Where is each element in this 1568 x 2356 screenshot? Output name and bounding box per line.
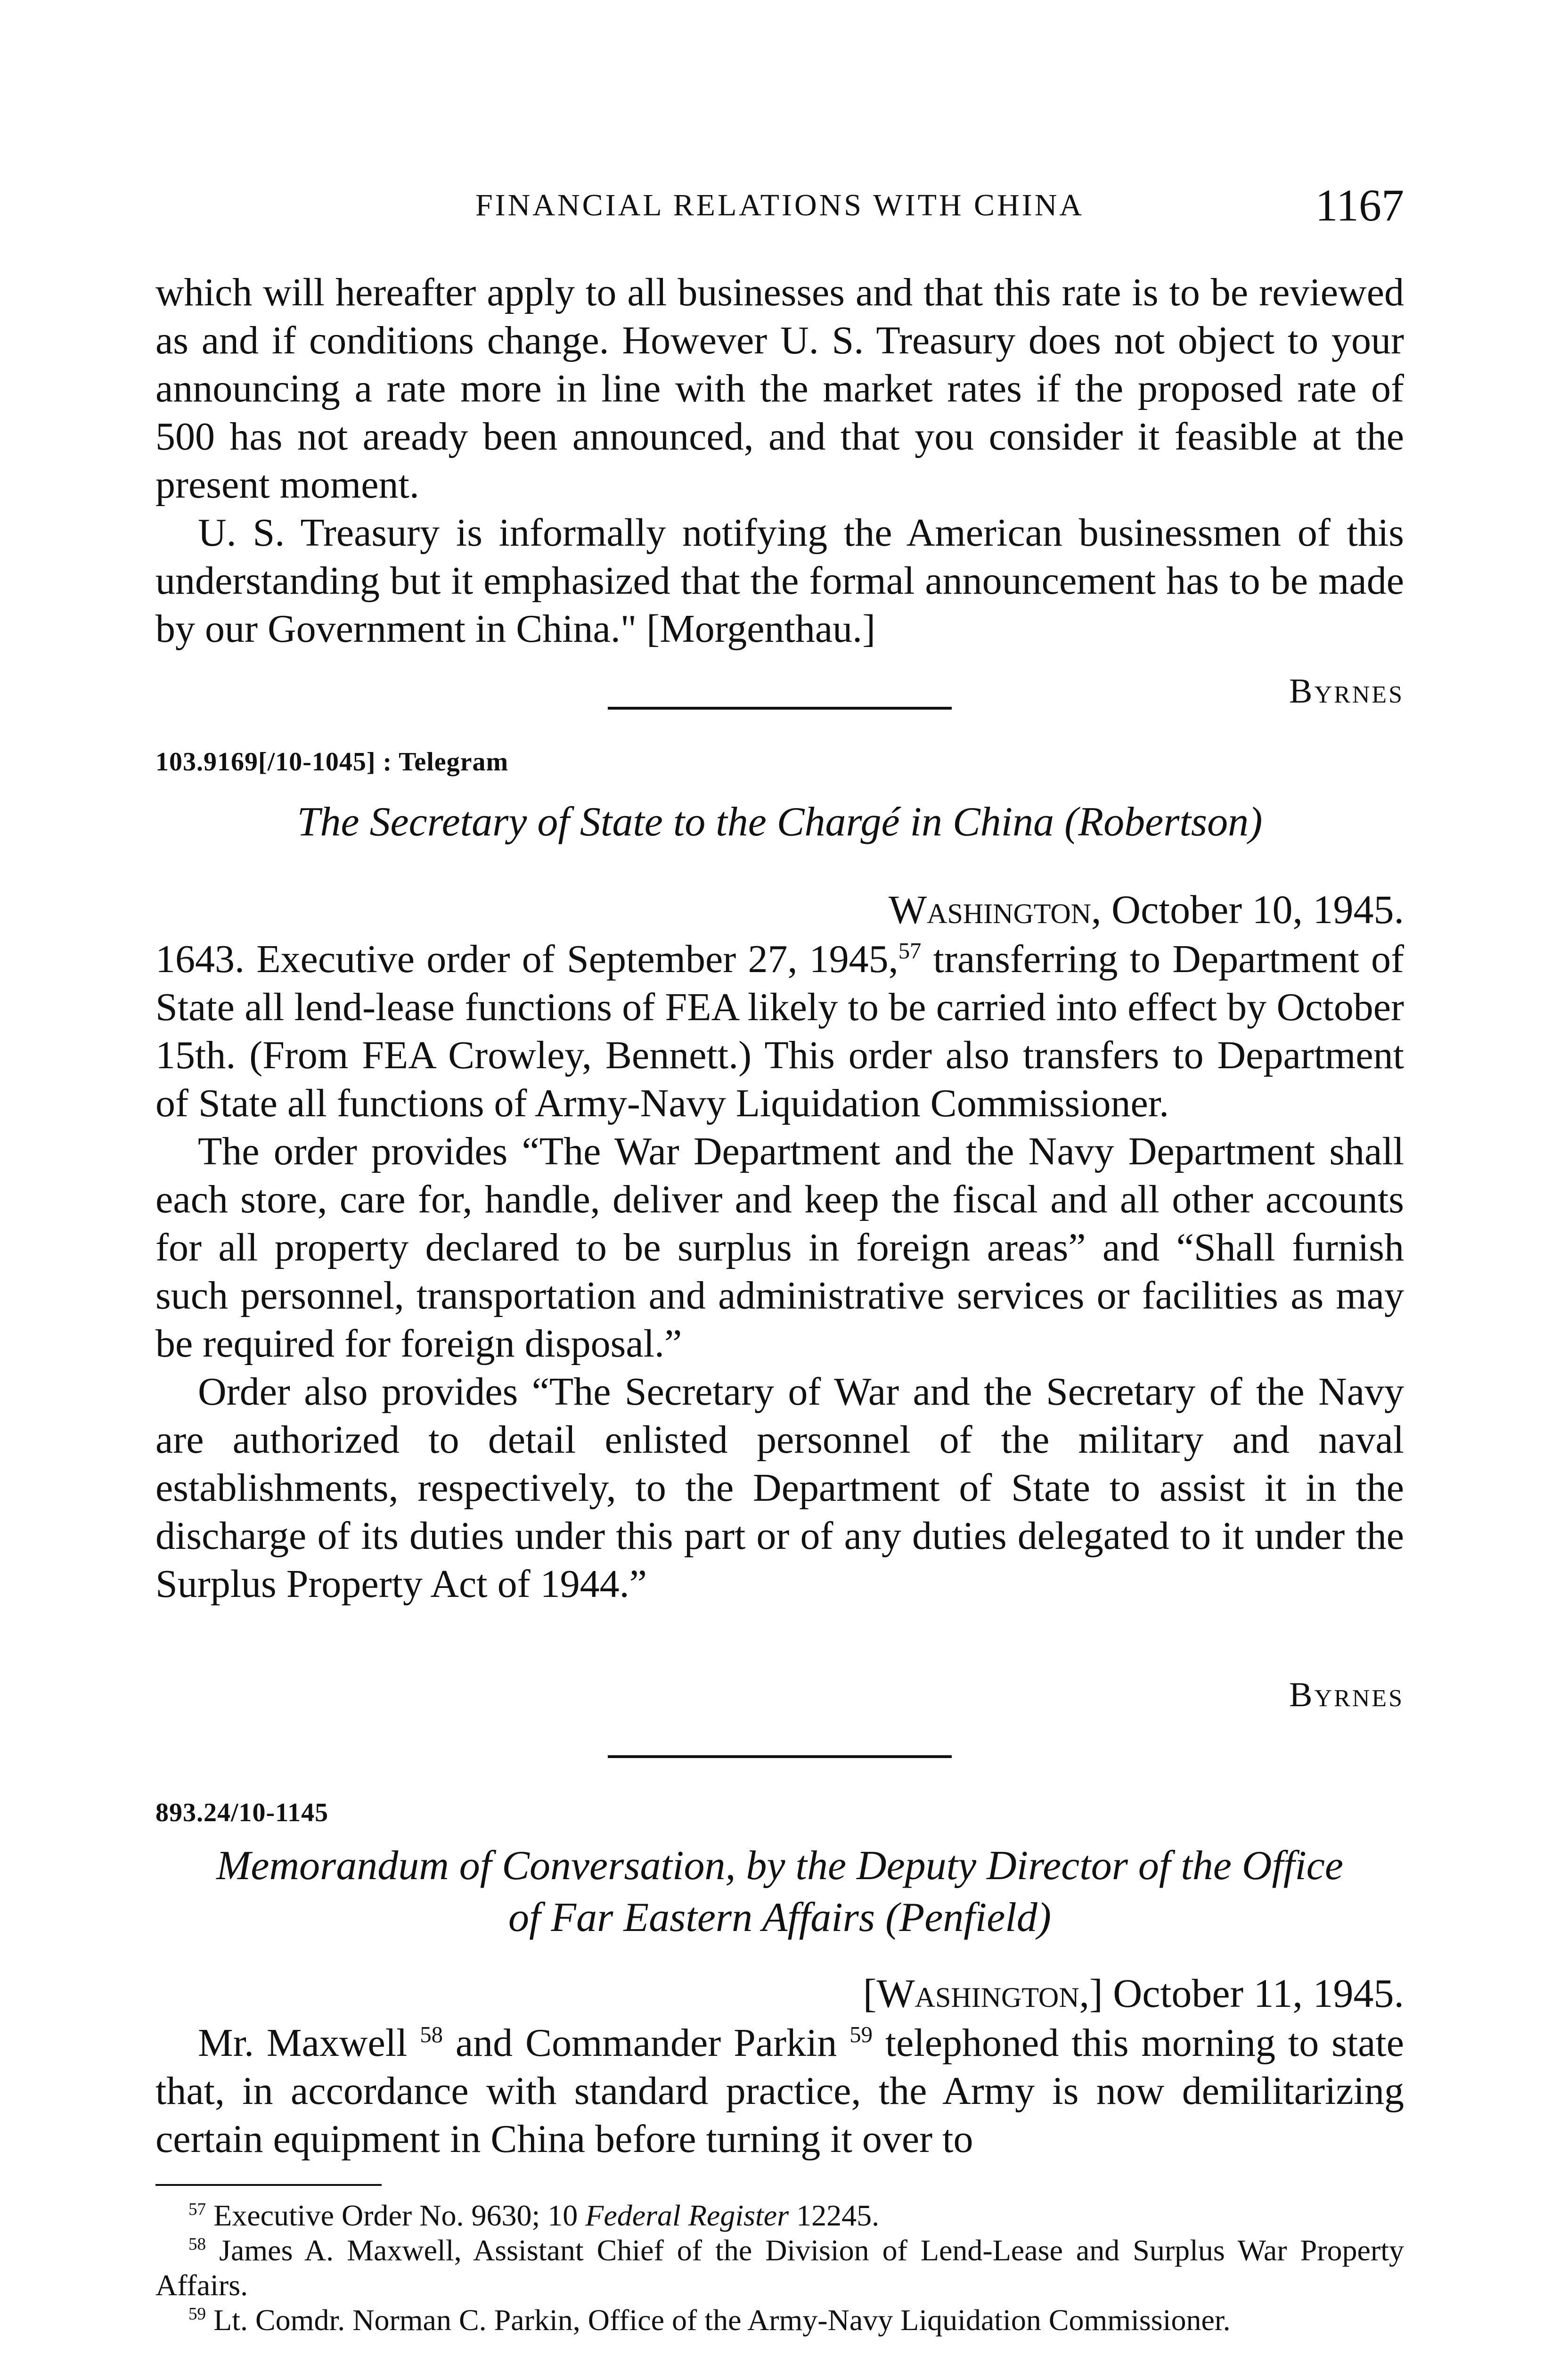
signature-block-1	[155, 671, 1404, 712]
footnote-57-text-a: Executive Order No. 9630; 10	[206, 2199, 586, 2232]
file-number-telegram: 103.9169[/10-1045] : Telegram	[155, 747, 509, 777]
memo-p1-text-c: telephoned this morning to state that, in accordance with standard practice, the Army is now demilitarizing certain equipment in China before turning it over to	[155, 2021, 1404, 2161]
telegram-title: The Secretary of State to the Chargé in China (Robertson)	[297, 799, 1263, 845]
memorandum-body	[155, 2019, 1404, 2163]
signature-block-2	[155, 1675, 1404, 1715]
telegram-paragraph-3: Order also provides “The Secretary of War and the Secretary of the Navy are authorized to detail enlisted personnel of the military and naval establishments, respectively, to the Department of State to assist it in the discharge of its duties under this part or of any duties delegated to it under the Surplus Property Act of 1944.”	[155, 1370, 1404, 1606]
continued-paragraph-1: which will hereafter apply to all businesses and that this rate is to be reviewed as and if conditions change. However U. S. Treasury does not object to your announcing a rate more in line with the market rates if the proposed rate of 500 has not aready been announced, and that you consider it feasible at the present moment.	[155, 270, 1404, 507]
footnote-57-number: 57	[188, 2200, 206, 2219]
footnote-57-text-b: 12245.	[789, 2199, 880, 2232]
continued-telegram	[155, 269, 1404, 653]
memorandum-title-line-2: of Far Eastern Affairs (Penfield)	[508, 1895, 1052, 1940]
dateline-2	[155, 1970, 1404, 2017]
running-head: FINANCIAL RELATIONS WITH CHINA	[475, 188, 1085, 222]
doc-title-1	[155, 796, 1404, 848]
section-divider-1	[608, 707, 952, 710]
doc-title-2	[155, 1840, 1404, 1944]
footnote-ref-59: 59	[849, 2022, 873, 2047]
footnote-58-text: James A. Maxwell, Assistant Chief of the Division of Lend-Lease and Surplus War Property Affairs.	[155, 2233, 1404, 2302]
telegram-paragraph-1	[155, 935, 1404, 1128]
footnote-58	[155, 2233, 1404, 2303]
footnote-59-text: Lt. Comdr. Norman C. Parkin, Office of the Army-Navy Liquidation Commissioner.	[206, 2303, 1231, 2337]
footnotes	[155, 2198, 1404, 2338]
telegram-body	[155, 935, 1404, 1608]
doc-file-id-1	[155, 747, 1404, 777]
footnote-ref-57: 57	[898, 938, 922, 964]
signature-byrnes-2: Byrnes	[1289, 1676, 1404, 1714]
continued-paragraph-2: U. S. Treasury is informally notifying the American businessmen of this understanding but it emphasized that the formal announcement has to be made by our Government in China." [Morgenthau.]	[155, 511, 1404, 651]
footnote-ref-58: 58	[420, 2022, 443, 2047]
footnote-59	[155, 2303, 1404, 2338]
memorandum-dateline	[155, 1970, 1404, 2017]
section-divider-2	[608, 1755, 952, 1758]
telegram-dateline	[155, 886, 1404, 933]
footnote-59-number: 59	[188, 2304, 206, 2324]
telegram-paragraph-2: The order provides “The War Department and the Navy Department shall each store, care for, handle, deliver and keep the fiscal and all other accounts for all property declared to be surplus in foreign areas” and “Shall furnish such personnel, transportation and administrative services or facilities as may be required for foreign disposal.”	[155, 1129, 1404, 1366]
signature-byrnes-1: Byrnes	[1289, 672, 1404, 711]
dateline-place: Washington	[888, 887, 1092, 932]
footnote-divider	[155, 2184, 382, 2186]
footnote-57	[155, 2198, 1404, 2233]
dateline-date: , October 10, 1945.	[1091, 887, 1404, 932]
dateline-place-2: Washington	[876, 1971, 1079, 2016]
memo-p1-text-a: Mr. Maxwell	[198, 2021, 420, 2065]
telegram-p1-text-b: transferring to Department of State all lend-lease functions of FEA likely to be carried into effect by October 15th. (From FEA Crowley, Bennett.) This order also transfers to Department of State all functions of Army-Navy Liquidation Commissioner.	[155, 937, 1404, 1125]
dateline-1	[155, 886, 1404, 933]
footnote-57-publication: Federal Register	[585, 2199, 789, 2232]
dateline-date-2: October 11, 1945.	[1102, 1971, 1404, 2016]
memorandum-paragraph-1	[155, 2019, 1404, 2163]
telegram-p1-text-a: 1643. Executive order of September 27, 1945,	[155, 937, 898, 981]
file-number-memorandum: 893.24/10-1145	[155, 1798, 329, 1827]
memo-p1-text-b: and Commander Parkin	[443, 2021, 850, 2065]
memorandum-title-line-1: Memorandum of Conversation, by the Deputy Director of the Office	[216, 1843, 1343, 1889]
footnote-58-number: 58	[188, 2234, 206, 2254]
dateline-close-bracket: ,]	[1079, 1971, 1103, 2016]
page-header	[155, 179, 1404, 236]
dateline-open-bracket: [	[863, 1971, 877, 2016]
page-number: 1167	[1315, 180, 1404, 230]
doc-file-id-2	[155, 1798, 1404, 1828]
